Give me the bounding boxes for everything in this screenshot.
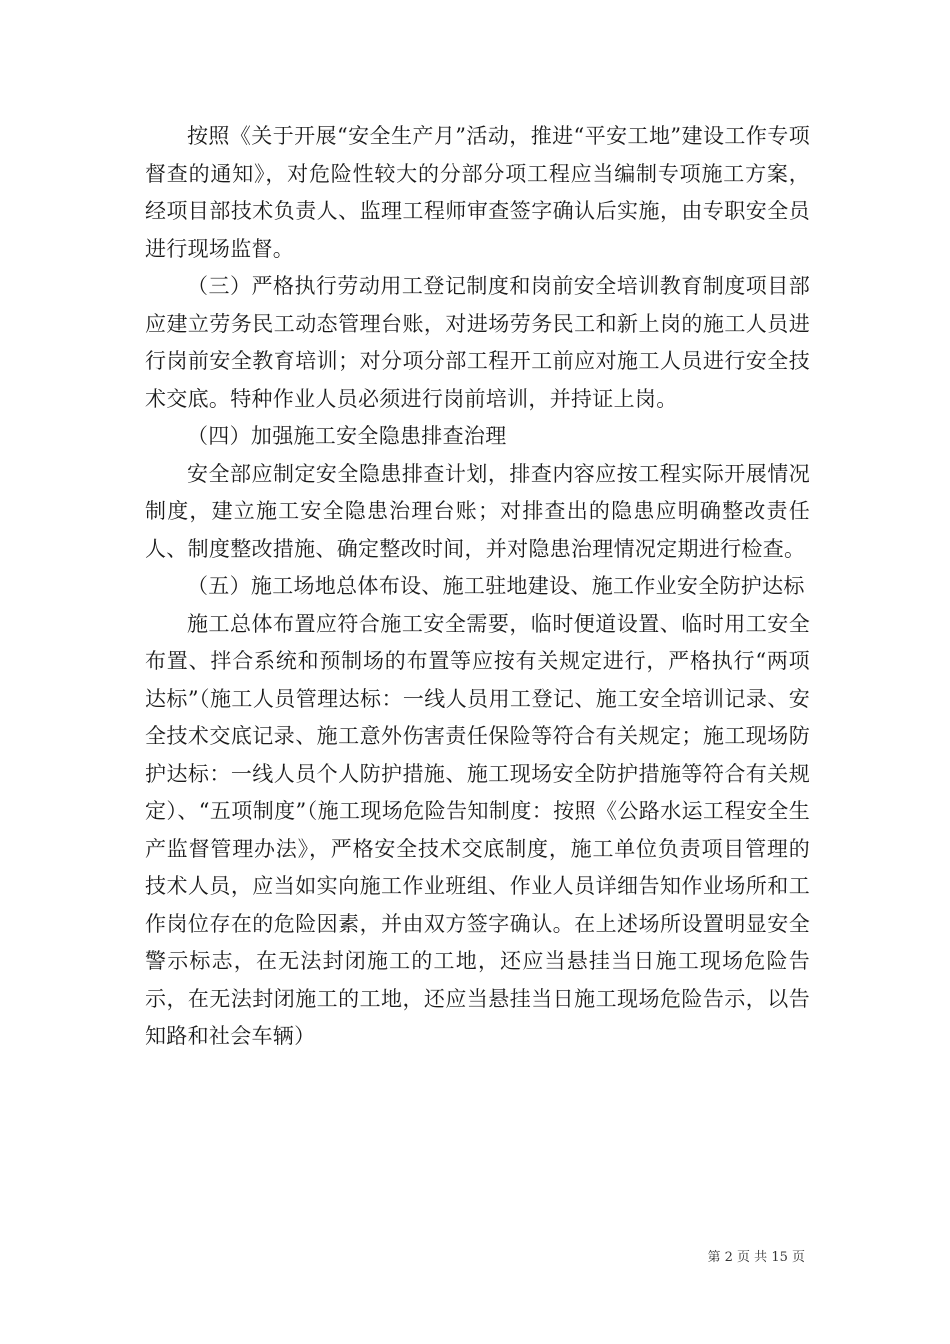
paragraph-labor-registration-training: （三）严格执行劳动用工登记制度和岗前安全培训教育制度项目部应建立劳务民工动态管理台账，对进场劳务民工和新上岗的施工人员进行岗前安全教育培训；对分项分部工程开工前应对施工人员进行安全技术交底。特种作业人员必须进行岗前培训，并持证上岗。 — [145, 274, 810, 411]
paragraph-hazard-inspection-plan: 安全部应制定安全隐患排查计划，排查内容应按工程实际开展情况制度，建立施工安全隐患治理台账；对排查出的隐患应明确整改责任人、制度整改措施、确定整改时间，并对隐患治理情况定期进行检查。 — [145, 461, 810, 561]
heading-site-layout-standards: （五）施工场地总体布设、施工驻地建设、施工作业安全防护达标 — [187, 574, 805, 598]
paragraph-site-layout-details: 施工总体布置应符合施工安全需要，临时便道设置、临时用工安全布置、拌合系统和预制场的布置等应按有关规定进行，严格执行“两项达标”（施工人员管理达标：一线人员用工登记、施工安全培训记录、安全技术交底记录、施工意外伤害责任保险等符合有关规定；施工现场防护达标：一线人员个人防护措施、施工现场安全防护措施等符合有关规定）、“五项制度”（施工现场危险告知制度：按照《公路水运工程安全生产监督管理办法》，严格安全技术交底制度，施工单位负责项目管理的技术人员，应当如实向施工作业班组、作业人员详细告知作业场所和工作岗位存在的危险因素，并由双方签字确认。在上述场所设置明显安全警示标志，在无法封闭施工的工地，还应当悬挂当日施工现场危险告示，在无法封闭施工的工地，还应当悬挂当日施工现场危险告示，以告知路和社会车辆） — [145, 611, 810, 1048]
paragraph-special-construction-plan: 按照《关于开展“安全生产月”活动，推进“平安工地”建设工作专项督查的通知》，对危险性较大的分部分项工程应当编制专项施工方案，经项目部技术负责人、监理工程师审查签字确认后实施，由专职安全员进行现场监督。 — [145, 124, 810, 261]
document-body — [145, 118, 810, 1056]
page-number: 第 2 页 共 15 页 — [707, 1250, 805, 1265]
heading-hazard-inspection: （四）加强施工安全隐患排查治理 — [187, 424, 507, 448]
